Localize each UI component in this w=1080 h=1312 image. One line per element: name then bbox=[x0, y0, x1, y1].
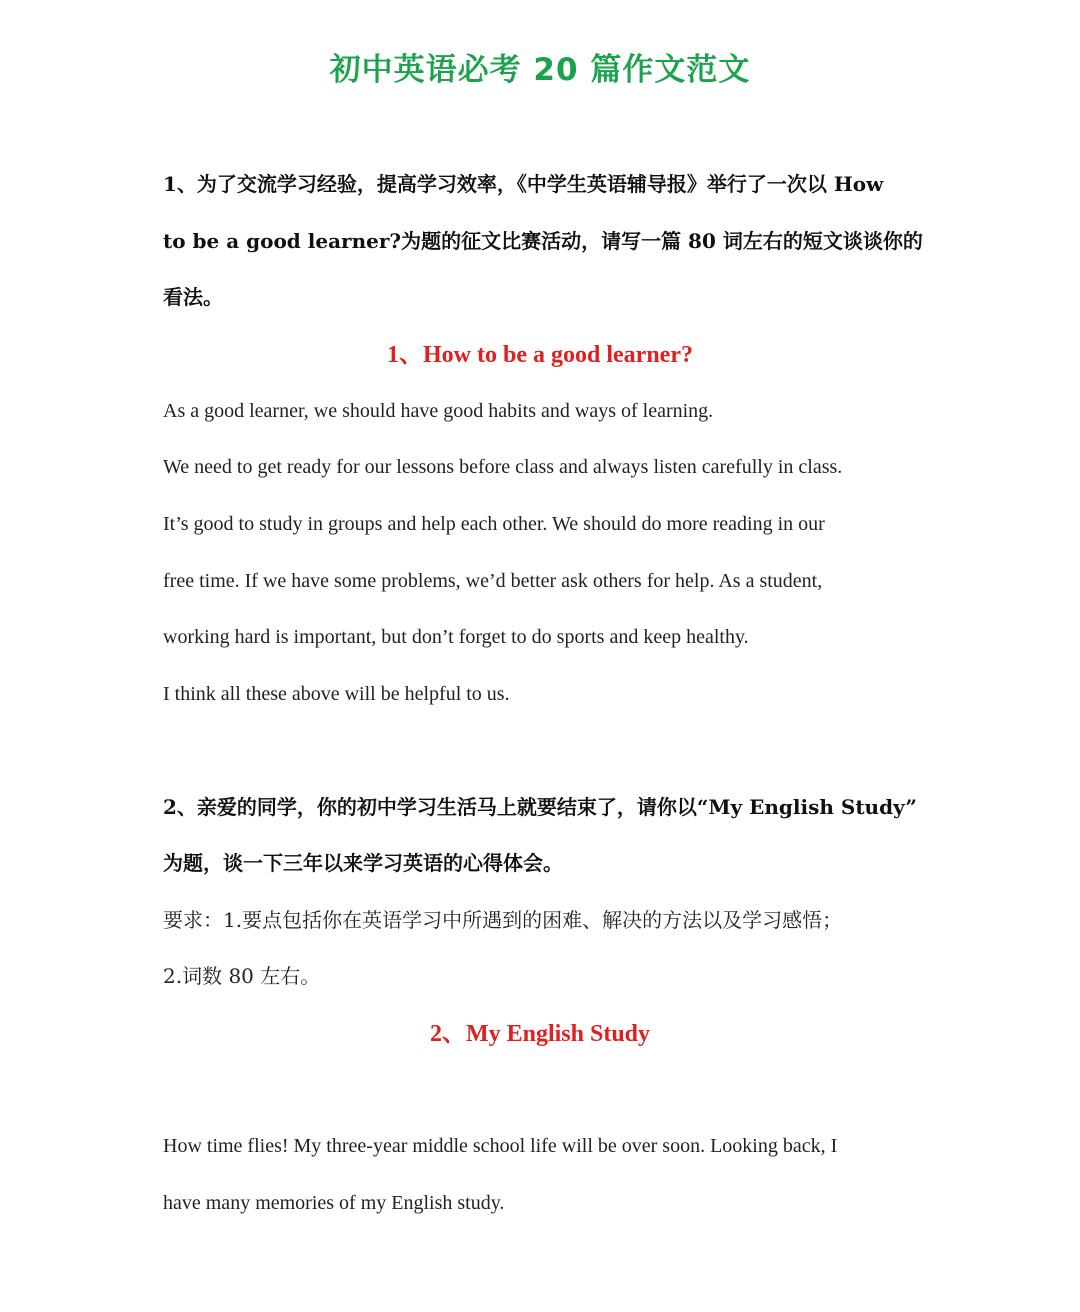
task-1-prompt-line: to be a good learner?为题的征文比赛活动，请写一篇 80 词左右的短文谈谈你的 bbox=[163, 229, 923, 253]
essay-1-title: 1、How to be a good learner? bbox=[387, 342, 693, 368]
task-2-requirement-line: 要求：1.要点包括你在英语学习中所遇到的困难、解决的方法以及学习感悟； bbox=[163, 908, 843, 932]
task-2-prompt-line: 为题，谈一下三年以来学习英语的心得体会。 bbox=[163, 851, 563, 875]
essay-1-line: working hard is important, but don’t forget to do sports and keep healthy. bbox=[163, 626, 749, 648]
essay-1-line: As a good learner, we should have good habits and ways of learning. bbox=[163, 400, 714, 422]
essay-1-line: I think all these above will be helpful to us. bbox=[163, 683, 510, 705]
essay-2-title: 2、My English Study bbox=[429, 1021, 651, 1047]
page-title: 初中英语必考 20 篇作文范文 bbox=[329, 52, 751, 88]
essay-1-line: free time. If we have some problems, we’d better ask others for help. As a student, bbox=[163, 570, 823, 592]
task-2-prompt-line: 2、亲爱的同学，你的初中学习生活马上就要结束了，请你以“My English Study” bbox=[163, 795, 917, 819]
essay-2-line: have many memories of my English study. bbox=[163, 1192, 505, 1214]
task-1-prompt-line: 看法。 bbox=[163, 285, 223, 309]
essay-1-line: It’s good to study in groups and help each other. We should do more reading in our bbox=[163, 513, 825, 535]
essay-2-line: How time flies! My three-year middle school life will be over soon. Looking back, I bbox=[163, 1135, 838, 1157]
task-2-requirement-line: 2.词数 80 左右。 bbox=[163, 964, 321, 988]
task-1-prompt-line: 1、为了交流学习经验，提高学习效率，《中学生英语辅导报》举行了一次以 How bbox=[163, 172, 884, 196]
essay-1-line: We need to get ready for our lessons before class and always listen carefully in class. bbox=[163, 456, 843, 478]
